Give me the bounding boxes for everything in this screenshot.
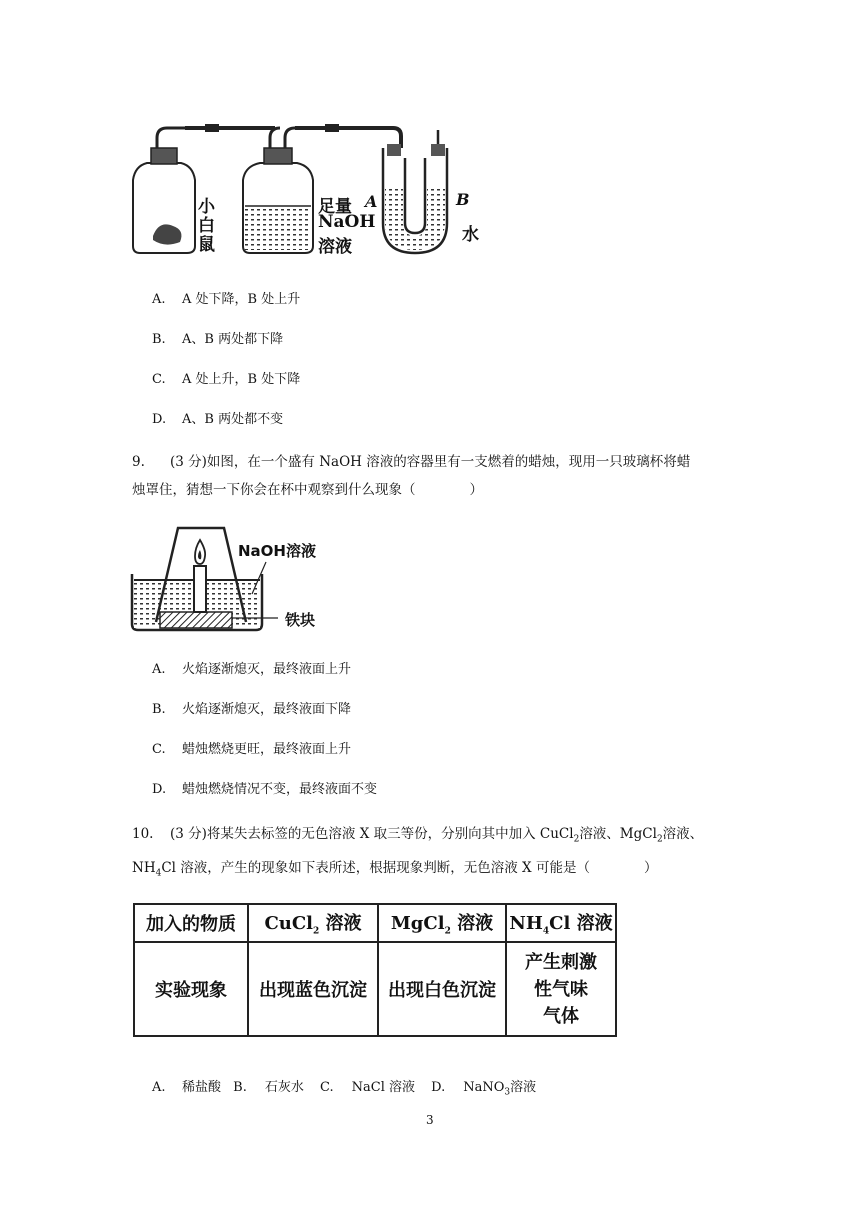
q9-number: 9. [132,454,145,470]
q8-option-a: A. A 处下降，B 处上升 [152,292,301,307]
q8-apparatus-figure [125,118,495,258]
table-header-mgcl2: MgCl$_2$ 溶液 [378,904,506,942]
table-cell-white-precipitate: 出现白色沉淀 [378,942,506,1036]
q9-option-c: C. 蜡烛燃烧更旺，最终液面上升 [152,742,352,757]
q9-label-naoh-solution: NaOH溶液 [238,542,316,560]
bottle-1-shape [133,128,195,253]
page-number: 3 [426,1113,434,1127]
q10-option-b: 石灰水 [264,1080,304,1095]
q10-observation-table [133,903,617,1037]
q9-option-b: B. 火焰逐渐熄灭，最终液面下降 [152,702,352,717]
q10-option-d: NaNO$_3$溶液 [463,1080,537,1098]
q8-option-c: C. A 处上升，B 处下降 [152,372,301,387]
table-cell-pungent-gas: 产生刺激 性气味 气体 [506,942,616,1036]
q8-label-naoh-line3: 溶液 [318,237,352,257]
table-cell-blue-precipitate: 出现蓝色沉淀 [248,942,378,1036]
q10-option-a: 稀盐酸 [182,1080,222,1095]
q8-label-naoh-line1: 足量 [318,197,352,217]
q8-label-water: 水 [462,225,479,245]
q9-option-d: D. 蜡烛燃烧情况不变，最终液面不变 [152,782,378,797]
q10-number: 10. [132,826,154,842]
q10-options: A. 稀盐酸 B. 石灰水 C. NaCl 溶液 D. NaNO$_3$溶液 [152,1080,537,1098]
q8-option-b: B. A、B 两处都下降 [152,332,284,347]
q10-option-c: NaCl 溶液 [351,1080,415,1095]
q8-option-d: D. A、B 两处都不变 [152,412,284,427]
bottle-2-shape [243,128,313,253]
q9-label-iron-block: 铁块 [285,611,316,629]
u-tube-shape [383,130,447,253]
q8-label-naoh-line2: NaOH [318,212,376,232]
table-header-cucl2: CuCl$_2$ 溶液 [248,904,378,942]
table-header-substance: 加入的物质 [134,904,248,942]
q10-question: 10. (3 分)将某失去标签的无色溶液 X 取三等份，分别向其中加入 CuCl$_2$溶液、MgCl$_2$溶液、 $NH_4Cl$ 溶液，产生的现象如下表所述，根据现象判断，无色溶液 X 可能是（ ） [132,820,772,887]
q9-question: 9. (3 分)如图，在一个盛有 NaOH 溶液的容器里有一支燃着的蜡烛，现用一只玻璃杯将蜡 烛罩住，猜想一下你会在杯中观察到什么现象（ ） [132,448,732,504]
q8-label-point-a: A [365,192,378,211]
table-row-label-phenomenon: 实验现象 [134,942,248,1036]
q8-label-mouse: 小白鼠 [198,197,215,255]
table-header-nh4cl: $NH_4Cl$ 溶液 [506,904,616,942]
q8-label-point-b: B [456,190,470,209]
q9-option-a: A. 火焰逐渐熄灭，最终液面上升 [152,662,352,677]
